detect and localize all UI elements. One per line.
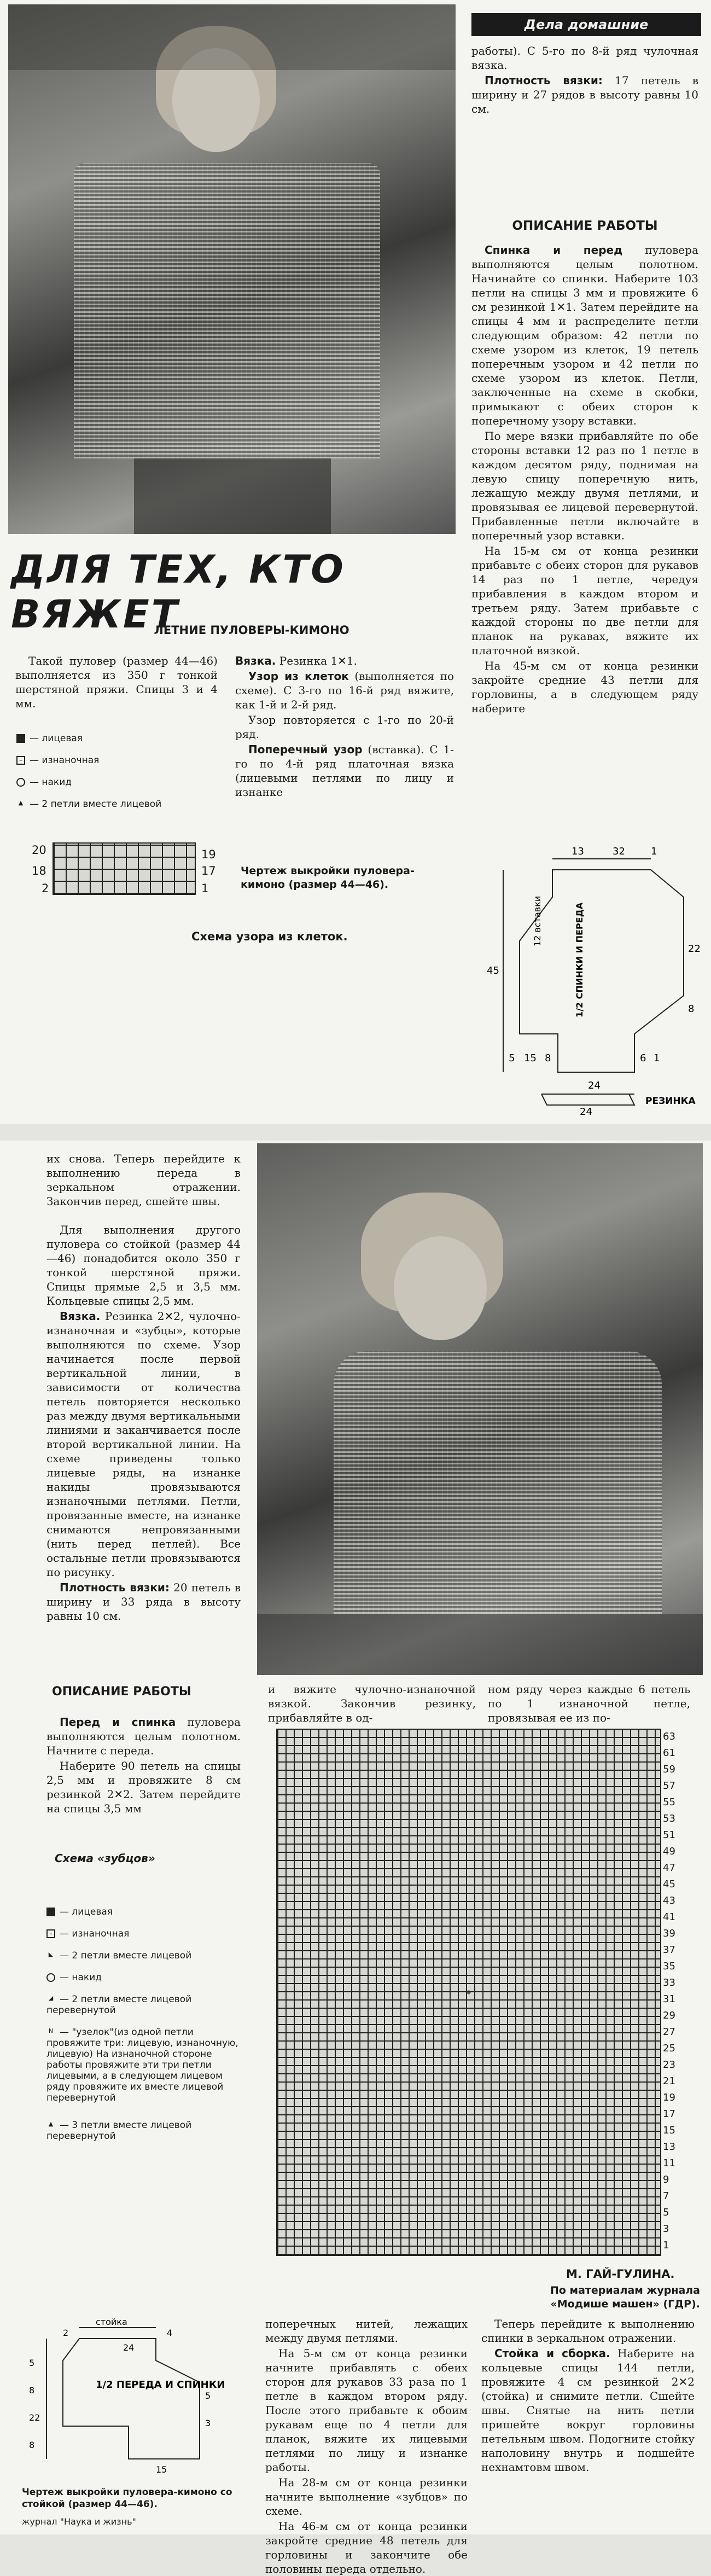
dimension-label: 2	[63, 2328, 69, 2338]
chart-row-label: 51	[663, 1829, 675, 1841]
paragraph: Перед и спинка пуловера выполняются целым полотном. Начните с переда.	[46, 1716, 241, 1757]
dimension-label: 22	[29, 2412, 40, 2423]
bottom-middle-text	[265, 2317, 468, 2575]
paragraph: ном ряду через каждые 6 петель по 1 изнаночной петле, провязывая ее из по-	[488, 1683, 690, 1724]
dimension-label: 4	[167, 2328, 173, 2338]
knot-icon: N	[48, 2027, 54, 2034]
chart-row-label: 39	[663, 1928, 675, 1939]
dimension-label: 8	[29, 2440, 35, 2450]
pattern-piece-label: 1/2 ПЕРЕДА И СПИНКИ	[96, 2379, 225, 2391]
paragraph: Узор из клеток (выполняется по схеме). С 3-го по 16-й ряд вяжите, как 1-й и 2-й ряд.	[235, 670, 454, 711]
bottom-right-text	[481, 2317, 695, 2481]
chart-row-label: 11	[663, 2158, 675, 2169]
chart-row-label: 35	[663, 1961, 675, 1972]
chart-row-label: 21	[663, 2075, 675, 2087]
sweater-photo-2	[257, 1143, 703, 1675]
chart-row-label: 41	[663, 1911, 675, 1923]
middle-text	[235, 654, 454, 800]
teeth-pattern-chart	[276, 1729, 661, 2256]
dimension-label: 5	[509, 1053, 515, 1064]
paragraph: Плотность вязки: 17 петель в ширину и 27 рядов в высоту равны 10 см.	[471, 74, 698, 115]
intro-text	[15, 654, 218, 712]
chart-row-label: 55	[663, 1796, 675, 1808]
page-2	[0, 1141, 711, 2575]
k2tog-icon: ◣	[48, 1951, 54, 1958]
paragraph: Стойка и сборка. Наберите на кольцевые спицы 144 петли, провяжите 4 см резинкой 2✕2 (стойка) и снимите петли. Сшейте швы. Снятые на нить петли пришейте вокруг горловины петельным швом. Подогните стойку наполовину внутрь и подшейте нехнамтовм швом.	[481, 2347, 695, 2474]
schema-title: Схема «зубцов»	[55, 1852, 155, 1865]
pattern-piece-label: 1/2 СПИНКИ И ПЕРЕДА	[574, 902, 585, 1017]
dimension-label: 15	[524, 1053, 537, 1064]
chart-row-label: 63	[663, 1731, 675, 1742]
paragraph: Теперь перейдите к выполнению спинки в зеркальном отражении.	[481, 2317, 695, 2345]
paragraph: Поперечный узор (вставка). С 1-го по 4-й ряд платочная вязка (лицевыми петлями по лицу и изнанке	[235, 743, 454, 799]
sweater-photo-1	[8, 4, 456, 534]
chart-row-label: 57	[663, 1780, 675, 1792]
chart-caption: Схема узора из клеток.	[191, 930, 348, 943]
under-photo-right	[488, 1682, 690, 1726]
chart-row-label: 13	[663, 2141, 675, 2153]
legend-item: ▲ — 3 петли вместе лицевой перевернутой	[46, 2120, 192, 2142]
dimension-label: 8	[688, 1003, 695, 1015]
paragraph: их снова. Теперь перейдите к выполнению переда в зеркальном отражении. Закончив перед, сшейте швы.	[46, 1152, 241, 1208]
stand-label: стойка	[96, 2317, 127, 2327]
chart-row-label: 18	[32, 864, 46, 877]
purl-stitch-icon: –	[16, 756, 25, 765]
chart-row-label: 45	[663, 1879, 675, 1890]
dimension-label: 45	[487, 965, 499, 976]
dimension-label: 1	[651, 846, 657, 857]
legend-item-knit: — лицевая	[16, 733, 83, 744]
page-title: ДЛЯ ТЕХ, КТО ВЯЖЕТ	[11, 547, 346, 637]
chart-row-label: 23	[663, 2059, 675, 2071]
chart-row-label: 19	[201, 848, 216, 861]
description-text	[471, 243, 698, 823]
ssk-icon: ◢	[48, 1994, 54, 2002]
knit-stitch-icon	[16, 734, 25, 743]
dimension-label: 32	[613, 846, 625, 857]
dimension-label: 24	[588, 1080, 601, 1091]
legend-item: ◢ — 2 петли вместе лицевой перевернутой	[46, 1994, 192, 2016]
paragraph: Такой пуловер (размер 44—46) выполняется из 350 г тонкой шерстяной пряжи. Спицы 3 и 4 мм.	[15, 654, 218, 710]
chart-row-label: 5	[663, 2207, 669, 2218]
paragraph: Наберите 90 петель на спицы 2,5 мм и провяжите 8 см резинкой 2✕2. Затем перейдите на спицы 3,5 мм	[46, 1759, 241, 1815]
check-pattern-chart	[53, 842, 196, 895]
k3tog-icon: ▲	[48, 2120, 54, 2127]
pattern2-caption: Чертеж выкройки пуловера-кимоно со стойкой (размер 44—46).	[22, 2487, 232, 2510]
legend-item: – — изнаночная	[46, 1928, 243, 1939]
chart-row-label: 61	[663, 1747, 675, 1759]
chart-row-label: 3	[663, 2223, 669, 2235]
paragraph: Вязка. Резинка 1✕1.	[235, 654, 357, 667]
pattern-diagram-1	[470, 831, 700, 1116]
chart-row-label: 53	[663, 1813, 675, 1824]
author: М. ГАЙ-ГУЛИНА.	[566, 2267, 675, 2281]
chart-row-label: 27	[663, 2026, 675, 2038]
legend-item-k2tog: ▲ — 2 петли вместе лицевой	[16, 799, 161, 810]
chart-row-label: 25	[663, 2043, 675, 2054]
paragraph: Вязка. Резинка 2✕2, чулочно-изнаночная и «зубцы», которые выполняются по схеме. Узор начинается после первой вертикальной линии, в зависимости от количества петель повторяется несколько раз между двумя вертикальными линиями и заканчивается после второй вертикальной линии. На схеме приведены только лицевые ряды, на изнанке накиды провязываются изнаночными петлями. Петли, провязанные вместе, на изнанке снимаются непровязанными (нить перед петлей). Все остальные петли провязываются по рисунку.	[46, 1310, 241, 1579]
right-top-text	[471, 44, 698, 117]
paragraph: На 45-м см от конца резинки закройте средние 43 петли для горловины, а в следующем ряду наберите	[471, 659, 698, 715]
source: По материалам журнала «Модише машен» (ГДР).	[550, 2284, 700, 2310]
section-heading-2: ОПИСАНИЕ РАБОТЫ	[52, 1685, 191, 1699]
subtitle: ЛЕТНИЕ ПУЛОВЕРЫ-КИМОНО	[154, 624, 349, 637]
paragraph: работы). С 5-го по 8-й ряд чулочная вязка.	[471, 44, 698, 72]
dimension-label: 22	[688, 943, 701, 955]
paragraph: Для выполнения другого пуловера со стойкой (размер 44—46) понадобится около 350 г тонкой шерстяной пряжи. Спицы прямые 2,5 и 3,5 мм. Кольцевые спицы 2,5 мм.	[46, 1223, 241, 1307]
under-photo-left	[268, 1682, 476, 1726]
dimension-label: 1	[654, 1053, 660, 1064]
chart-row-label: 43	[663, 1895, 675, 1906]
dimension-label: 8	[29, 2385, 35, 2395]
chart-row-label: 47	[663, 1862, 675, 1874]
dimension-label: 13	[572, 846, 584, 857]
dimension-label: 5	[205, 2391, 211, 2401]
chart-row-label: 2	[42, 882, 49, 895]
rubric-label: Дела домашние	[471, 13, 701, 36]
dimension-label: 6	[640, 1053, 646, 1064]
page-1	[0, 0, 711, 1124]
paragraph: поперечных нитей, лежащих между двумя петлями.	[265, 2317, 468, 2345]
work-description	[46, 1715, 241, 1817]
chart-row-label: 31	[663, 1993, 675, 2005]
left-column-text	[46, 1152, 241, 1624]
chart-row-label: 9	[663, 2174, 669, 2185]
paragraph: По мере вязки прибавляйте по обе стороны вставки 12 раз по 1 петле в каждом десятом ряду, поднимая на левую спицу поперечную нить, лежащую между двумя петлями, и провязывая ее лицевой перевернутой. Прибавленные петли включайте в поперечный узор вставки.	[471, 429, 698, 542]
dimension-label: 24	[580, 1106, 592, 1118]
paragraph: На 5-м см от конца резинки начните прибавлять с обеих сторон для рукавов 33 раза по 1 петле в каждом втором ряду. После этого прибавьте к обоим рукавам еще по 4 петли для планок, вяжите их лицевыми петлями по лицу и изнанке работы.	[265, 2347, 468, 2474]
legend-item: — накид	[46, 1972, 243, 1983]
paragraph: Плотность вязки: 20 петель в ширину и 33 ряда в высоту равны 10 см.	[46, 1581, 241, 1623]
chart-row-label: 1	[201, 882, 209, 895]
k2tog-icon: ▲	[18, 799, 24, 806]
paragraph: На 28-м см от конца резинки начните выполнение «зубцов» по схеме.	[265, 2476, 468, 2517]
chart-row-label: 15	[663, 2125, 675, 2136]
footer-source: журнал "Наука и жизнь"	[22, 2516, 136, 2527]
chart-row-label: 29	[663, 2010, 675, 2021]
purl-stitch-icon: –	[46, 1929, 55, 1938]
dimension-label: 12 вставки	[532, 896, 543, 946]
legend-item: N — "узелок"(из одной петли провяжите три: лицевую, изнаночную, лицевую) На изнаночной стороне работы провяжите эти три петли лицевыми, а в следующем лицевом ряду провяжите их вместе лицевой перевернутой	[46, 2027, 238, 2103]
section-heading: ОПИСАНИЕ РАБОТЫ	[512, 219, 658, 233]
paragraph: Спинка и перед пуловера выполняются целым полотном. Начинайте со спинки. Наберите 103 петли на спицы 3 мм и провяжите 6 см резинкой 1✕1. Затем перейдите на спицы 4 мм и распределите петли следующим образом: 42 петли по схеме узором из клеток, 19 петель поперечным узором и 42 петли по схеме узором из клеток. Петли, заключенные на схеме в скобки, примыкают с обеих сторон к поперечному узору вставки.	[471, 243, 698, 427]
legend-item-purl: – — изнаночная	[16, 755, 99, 766]
chart-row-label: 37	[663, 1944, 675, 1956]
chart-row-label: 20	[32, 844, 46, 857]
legend-item: — лицевая	[46, 1906, 243, 1917]
paragraph: и вяжите чулочно-изнаночной вязкой. Закончив резинку, прибавляйте в од-	[268, 1683, 476, 1724]
paragraph: На 15-м см от конца резинки прибавьте с обеих сторон для рукавов 14 раз по 1 петле, чередуя прибавления в каждом втором и третьем ряду. Затем прибавьте с каждой стороны по две петли для планок на рукавах, вяжите их платочной вязкой.	[471, 544, 698, 657]
legend-item-yarnover: — накид	[16, 777, 72, 788]
knit-stitch-icon	[46, 1908, 55, 1916]
yarnover-icon	[16, 778, 25, 787]
chart-row-label: 33	[663, 1977, 675, 1988]
rib-label: РЕЗИНКА	[645, 1096, 696, 1107]
chart-row-label: 1	[663, 2240, 669, 2251]
paragraph: На 46-м см от конца резинки закройте средние 48 петель для горловины и закончите обе половины переда отдельно.	[265, 2520, 468, 2575]
dimension-label: 5	[29, 2358, 35, 2368]
legend-item: ◣ — 2 петли вместе лицевой	[46, 1950, 243, 1961]
pattern-diagram-2	[14, 2317, 243, 2481]
chart-row-label: 7	[663, 2190, 669, 2202]
pattern-caption: Чертеж выкройки пуловера-кимоно (размер 44—46).	[241, 865, 415, 891]
dimension-label: 8	[545, 1053, 551, 1064]
dimension-label: 15	[156, 2464, 167, 2475]
chart-row-label: 19	[663, 2092, 675, 2103]
dimension-label: 3	[205, 2418, 211, 2428]
chart-row-label: 49	[663, 1846, 675, 1857]
dimension-label: 24	[123, 2342, 135, 2353]
chart-row-label: 17	[201, 864, 216, 877]
chart-row-label: 59	[663, 1764, 675, 1775]
chart-row-label: 17	[663, 2108, 675, 2120]
yarnover-icon	[46, 1973, 55, 1982]
paragraph: Узор повторяется с 1-го по 20-й ряд.	[235, 713, 454, 741]
